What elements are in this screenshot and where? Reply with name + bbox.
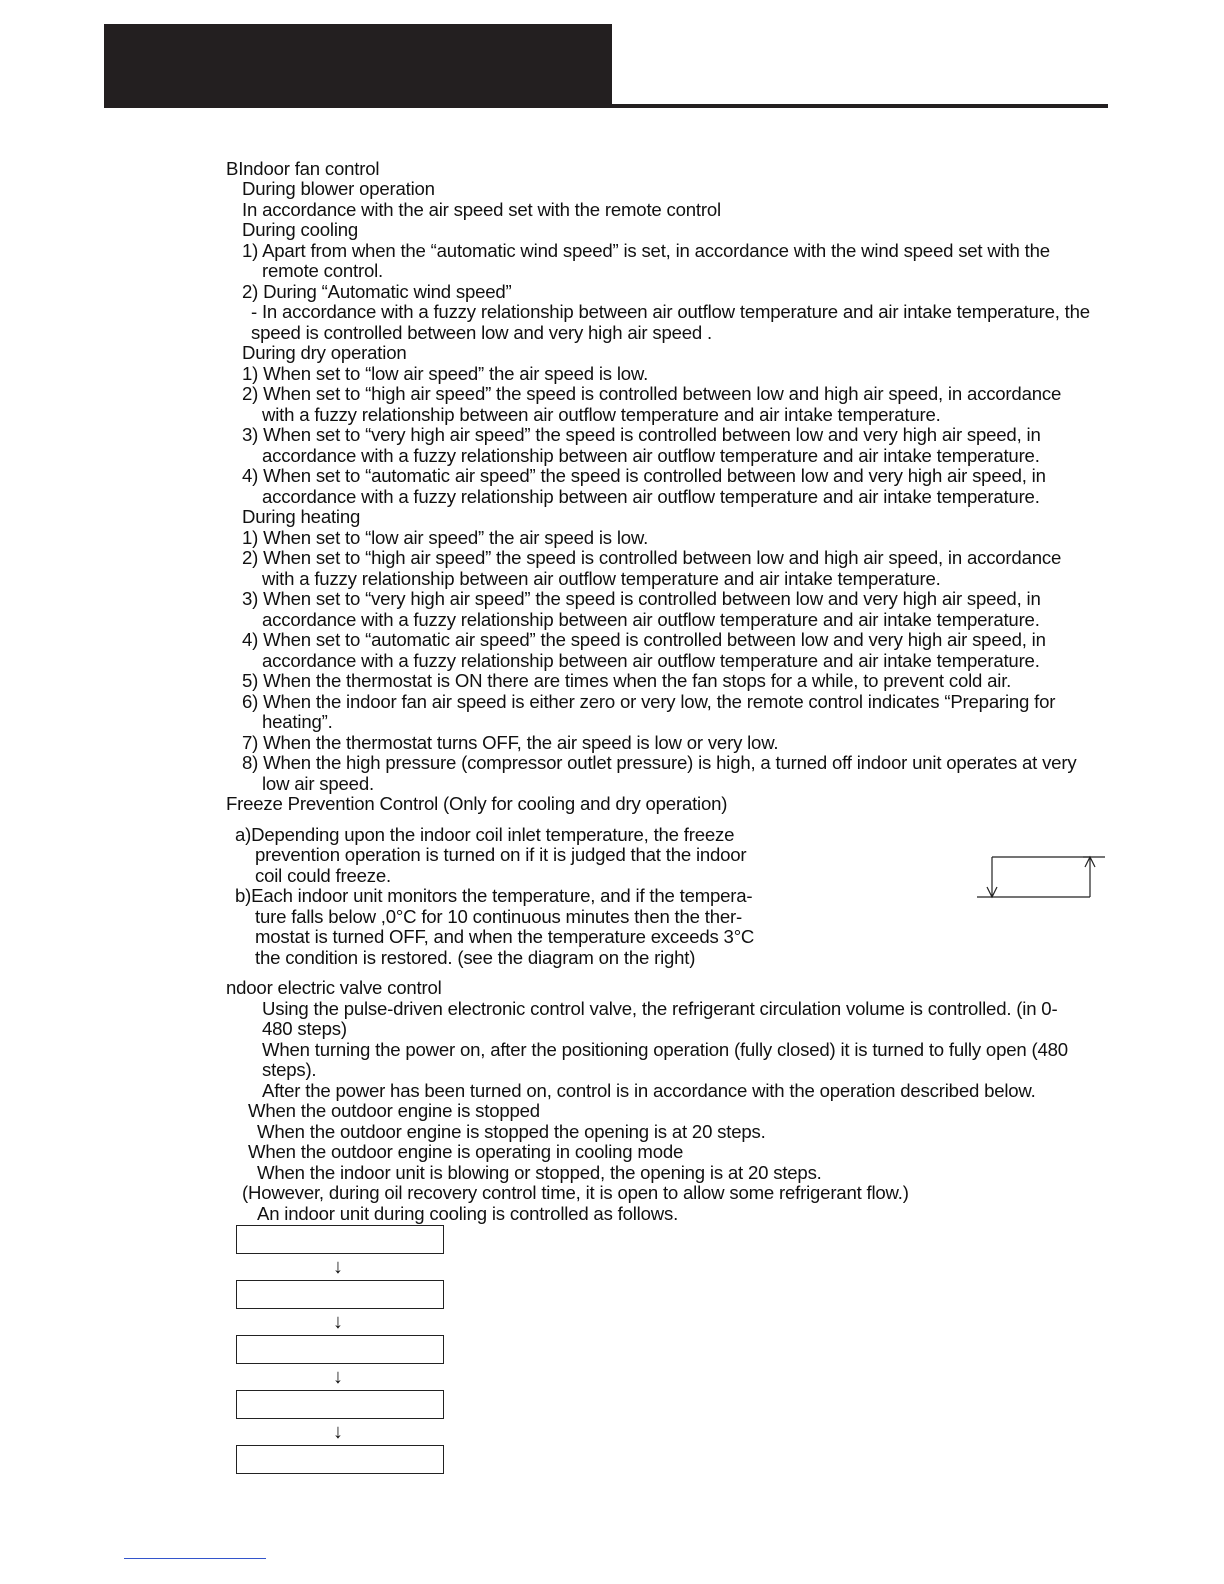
freeze-hysteresis-diagram: [975, 855, 1110, 900]
valve-line: Using the pulse-driven electronic control valve, the refrigerant circulation volume is controlled. (in 0-: [262, 998, 1058, 1019]
fan-line: In accordance with the air speed set with the remote control: [242, 199, 721, 220]
fan-line: accordance with a fuzzy relationship between air outflow temperature and air intake temperature.: [262, 486, 1040, 507]
header-rule: [612, 104, 1108, 108]
freeze-line: prevention operation is turned on if it is judged that the indoor: [255, 844, 747, 865]
valve-line: 480 steps): [262, 1018, 347, 1039]
fan-line: 3) When set to “very high air speed” the speed is controlled between low and very high air speed, in: [242, 588, 1041, 609]
fan-line: accordance with a fuzzy relationship between air outflow temperature and air intake temperature.: [262, 609, 1040, 630]
fan-line: 3) When set to “very high air speed” the speed is controlled between low and very high air speed, in: [242, 424, 1041, 445]
flow-step-box: [236, 1390, 444, 1419]
header-block: [104, 24, 612, 108]
fan-line: During heating: [242, 506, 361, 527]
fan-line: 7) When the thermostat turns OFF, the air speed is low or very low.: [242, 732, 779, 753]
valve-line: When the outdoor engine is stopped the opening is at 20 steps.: [257, 1121, 766, 1142]
freeze-line: mostat is turned OFF, and when the temperature exceeds 3°C: [255, 926, 755, 947]
flow-step-box: [236, 1225, 444, 1254]
fan-line: with a fuzzy relationship between air outflow temperature and air intake temperature.: [262, 568, 941, 589]
flow-step-box: [236, 1335, 444, 1364]
fan-line: - In accordance with a fuzzy relationship between air outflow temperature and air intake temperature, the: [251, 301, 1090, 322]
fan-line: During cooling: [242, 219, 359, 240]
freeze-line: a)Depending upon the indoor coil inlet temperature, the freeze: [235, 824, 735, 845]
fan-line: 4) When set to “automatic air speed” the speed is controlled between low and very high air speed, in: [242, 629, 1046, 650]
fan-line: 1) When set to “low air speed” the air speed is low.: [242, 527, 649, 548]
valve-line: An indoor unit during cooling is controlled as follows.: [257, 1203, 679, 1224]
valve-line: steps).: [262, 1059, 317, 1080]
valve-line: (However, during oil recovery control time, it is open to allow some refrigerant flow.): [242, 1182, 909, 1203]
section-title-freeze: Freeze Prevention Control (Only for cooling and dry operation): [226, 793, 728, 814]
fan-line: 8) When the high pressure (compressor outlet pressure) is high, a turned off indoor unit operates at very: [242, 752, 1077, 773]
fan-line: 4) When set to “automatic air speed” the speed is controlled between low and very high air speed, in: [242, 465, 1046, 486]
fan-line: accordance with a fuzzy relationship between air outflow temperature and air intake temperature.: [262, 650, 1040, 671]
fan-line: 5) When the thermostat is ON there are times when the fan stops for a while, to prevent cold air.: [242, 670, 1012, 691]
valve-line: When the indoor unit is blowing or stopped, the opening is at 20 steps.: [257, 1162, 822, 1183]
freeze-line: b)Each indoor unit monitors the temperature, and if the tempera-: [235, 885, 753, 906]
flow-step-box: [236, 1445, 444, 1474]
fan-line: remote control.: [262, 260, 384, 281]
valve-line: After the power has been turned on, control is in accordance with the operation described below.: [262, 1080, 1036, 1101]
flow-down-arrow-icon: ↓: [333, 1421, 343, 1443]
section-title-fan: BIndoor fan control: [226, 158, 380, 179]
fan-line: with a fuzzy relationship between air outflow temperature and air intake temperature.: [262, 404, 941, 425]
freeze-line: ture falls below ,0°C for 10 continuous minutes then the ther-: [255, 906, 743, 927]
fan-line: 2) When set to “high air speed” the speed is controlled between low and high air speed, in accordance: [242, 383, 1062, 404]
fan-line: low air speed.: [262, 773, 374, 794]
fan-line: During blower operation: [242, 178, 435, 199]
section-title-valve: ndoor electric valve control: [226, 977, 442, 998]
fan-line: 1) When set to “low air speed” the air speed is low.: [242, 363, 649, 384]
flow-down-arrow-icon: ↓: [333, 1366, 343, 1388]
fan-line: heating”.: [262, 711, 333, 732]
flow-step-box: [236, 1280, 444, 1309]
flow-down-arrow-icon: ↓: [333, 1311, 343, 1333]
valve-line: When the outdoor engine is stopped: [248, 1100, 540, 1121]
fan-line: 2) During “Automatic wind speed”: [242, 281, 512, 302]
fan-line: 1) Apart from when the “automatic wind speed” is set, in accordance with the wind speed set with the: [242, 240, 1050, 261]
footer-divider: [124, 1558, 266, 1559]
fan-line: speed is controlled between low and very high air speed .: [251, 322, 712, 343]
fan-line: 6) When the indoor fan air speed is either zero or very low, the remote control indicates “Preparing for: [242, 691, 1056, 712]
flow-down-arrow-icon: ↓: [333, 1256, 343, 1278]
fan-line: 2) When set to “high air speed” the speed is controlled between low and high air speed, in accordance: [242, 547, 1062, 568]
valve-line: When the outdoor engine is operating in cooling mode: [248, 1141, 684, 1162]
valve-line: When turning the power on, after the positioning operation (fully closed) it is turned to fully open (480: [262, 1039, 1068, 1060]
fan-line: accordance with a fuzzy relationship between air outflow temperature and air intake temperature.: [262, 445, 1040, 466]
freeze-line: the condition is restored. (see the diagram on the right): [255, 947, 696, 968]
fan-line: During dry operation: [242, 342, 407, 363]
freeze-line: coil could freeze.: [255, 865, 391, 886]
